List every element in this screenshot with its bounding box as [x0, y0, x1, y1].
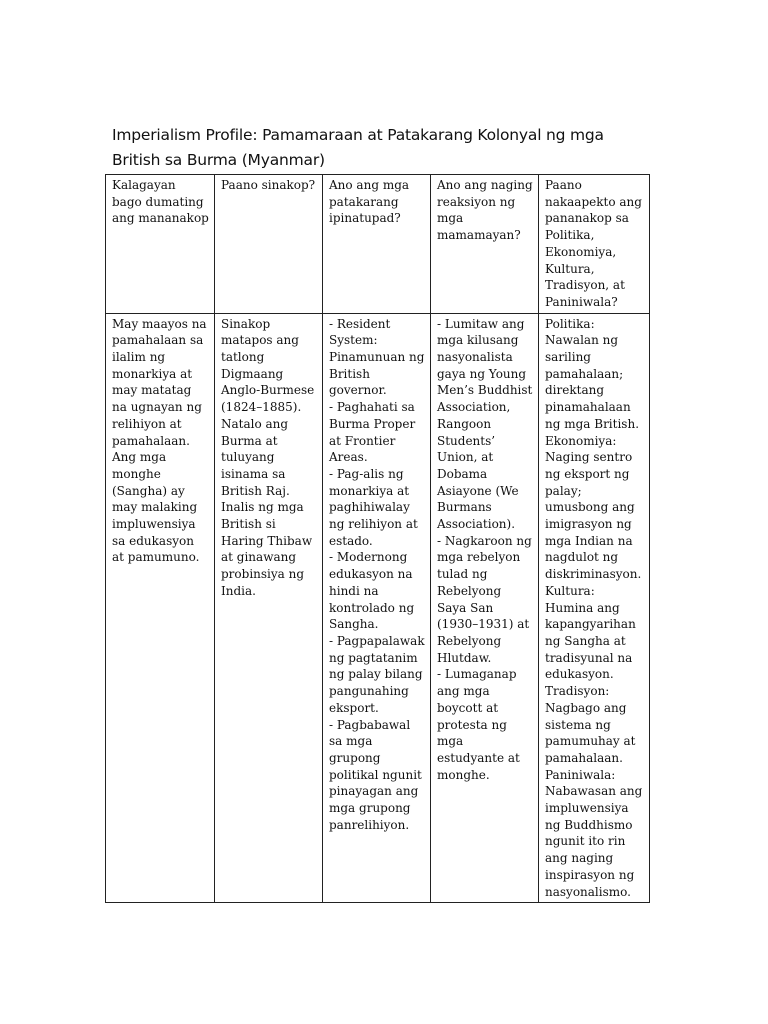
cell-epekto: Politika: Nawalan ng sariling pamahalaan; direktang pinamahalaan ng mga British. Ekonomiya: Naging sentro ng eksport ng palay; umusbong ang imigrasyon ng mga Indian na nagdulot ng diskriminasyon. Kultura: Humina ang kapangyarihan ng Sangha at tradisyunal na edukasyon. Tradisyon: Nagbago ang sistema ng pamumuhay at pamahalaan. Paniniwala: Nabawasan ang impluwensiya ng Buddhismo ngunit ito rin ang naging inspirasyon ng nasyonalismo.: [539, 313, 650, 903]
cell-reaksiyon: - Lumitaw ang mga kilusang nasyonalista gaya ng Young Men’s Buddhist Association, Rangoon Students’ Union, at Dobama Asiayone (We Burmans Association). - Nagkaroon ng mga rebelyon tulad ng Rebelyong Saya San (1930–1931) at Rebelyong Hlutdaw. - Lumaganap ang mga boycott at protesta ng mga estudyante at monghe.: [431, 313, 539, 903]
header-cell-reaksiyon: Ano ang naging reaksiyon ng mga mamamayan?: [431, 175, 539, 314]
cell-kalagayan: May maayos na pamahalaan sa ilalim ng monarkiya at may matatag na ugnayan ng relihiyon at pamahalaan. Ang mga monghe (Sangha) ay may malaking impluwensiya sa edukasyon at pamumuno.: [106, 313, 215, 903]
table-row: [106, 313, 650, 903]
imperialism-profile-table: [105, 174, 650, 903]
document-title: Imperialism Profile: Pamamaraan at Patakarang Kolonyal ng mga British sa Burma (Myanmar): [112, 126, 604, 169]
header-cell-paano-sinakop: Paano sinakop?: [215, 175, 323, 314]
table-header-row: [106, 175, 650, 314]
header-cell-patakaran: Ano ang mga patakarang ipinatupad?: [323, 175, 431, 314]
header-cell-kalagayan: Kalagayan bago dumating ang mananakop: [106, 175, 215, 314]
cell-patakaran: - Resident System: Pinamunuan ng British governor. - Paghahati sa Burma Proper at Frontier Areas. - Pag-alis ng monarkiya at paghihiwalay ng relihiyon at estado. - Modernong edukasyon na hindi na kontrolado ng Sangha. - Pagpapalawak ng pagtatanim ng palay bilang pangunahing eksport. - Pagbabawal sa mga grupong politikal ngunit pinayagan ang mga grupong panrelihiyon.: [323, 313, 431, 903]
cell-paano-sinakop: Sinakop matapos ang tatlong Digmaang Anglo-Burmese (1824–1885). Natalo ang Burma at tuluyang isinama sa British Raj. Inalis ng mga British si Haring Thibaw at ginawang probinsiya ng India.: [215, 313, 323, 903]
header-cell-epekto: Paano nakaapekto ang pananakop sa Politika, Ekonomiya, Kultura, Tradisyon, at Paniniwala?: [539, 175, 650, 314]
